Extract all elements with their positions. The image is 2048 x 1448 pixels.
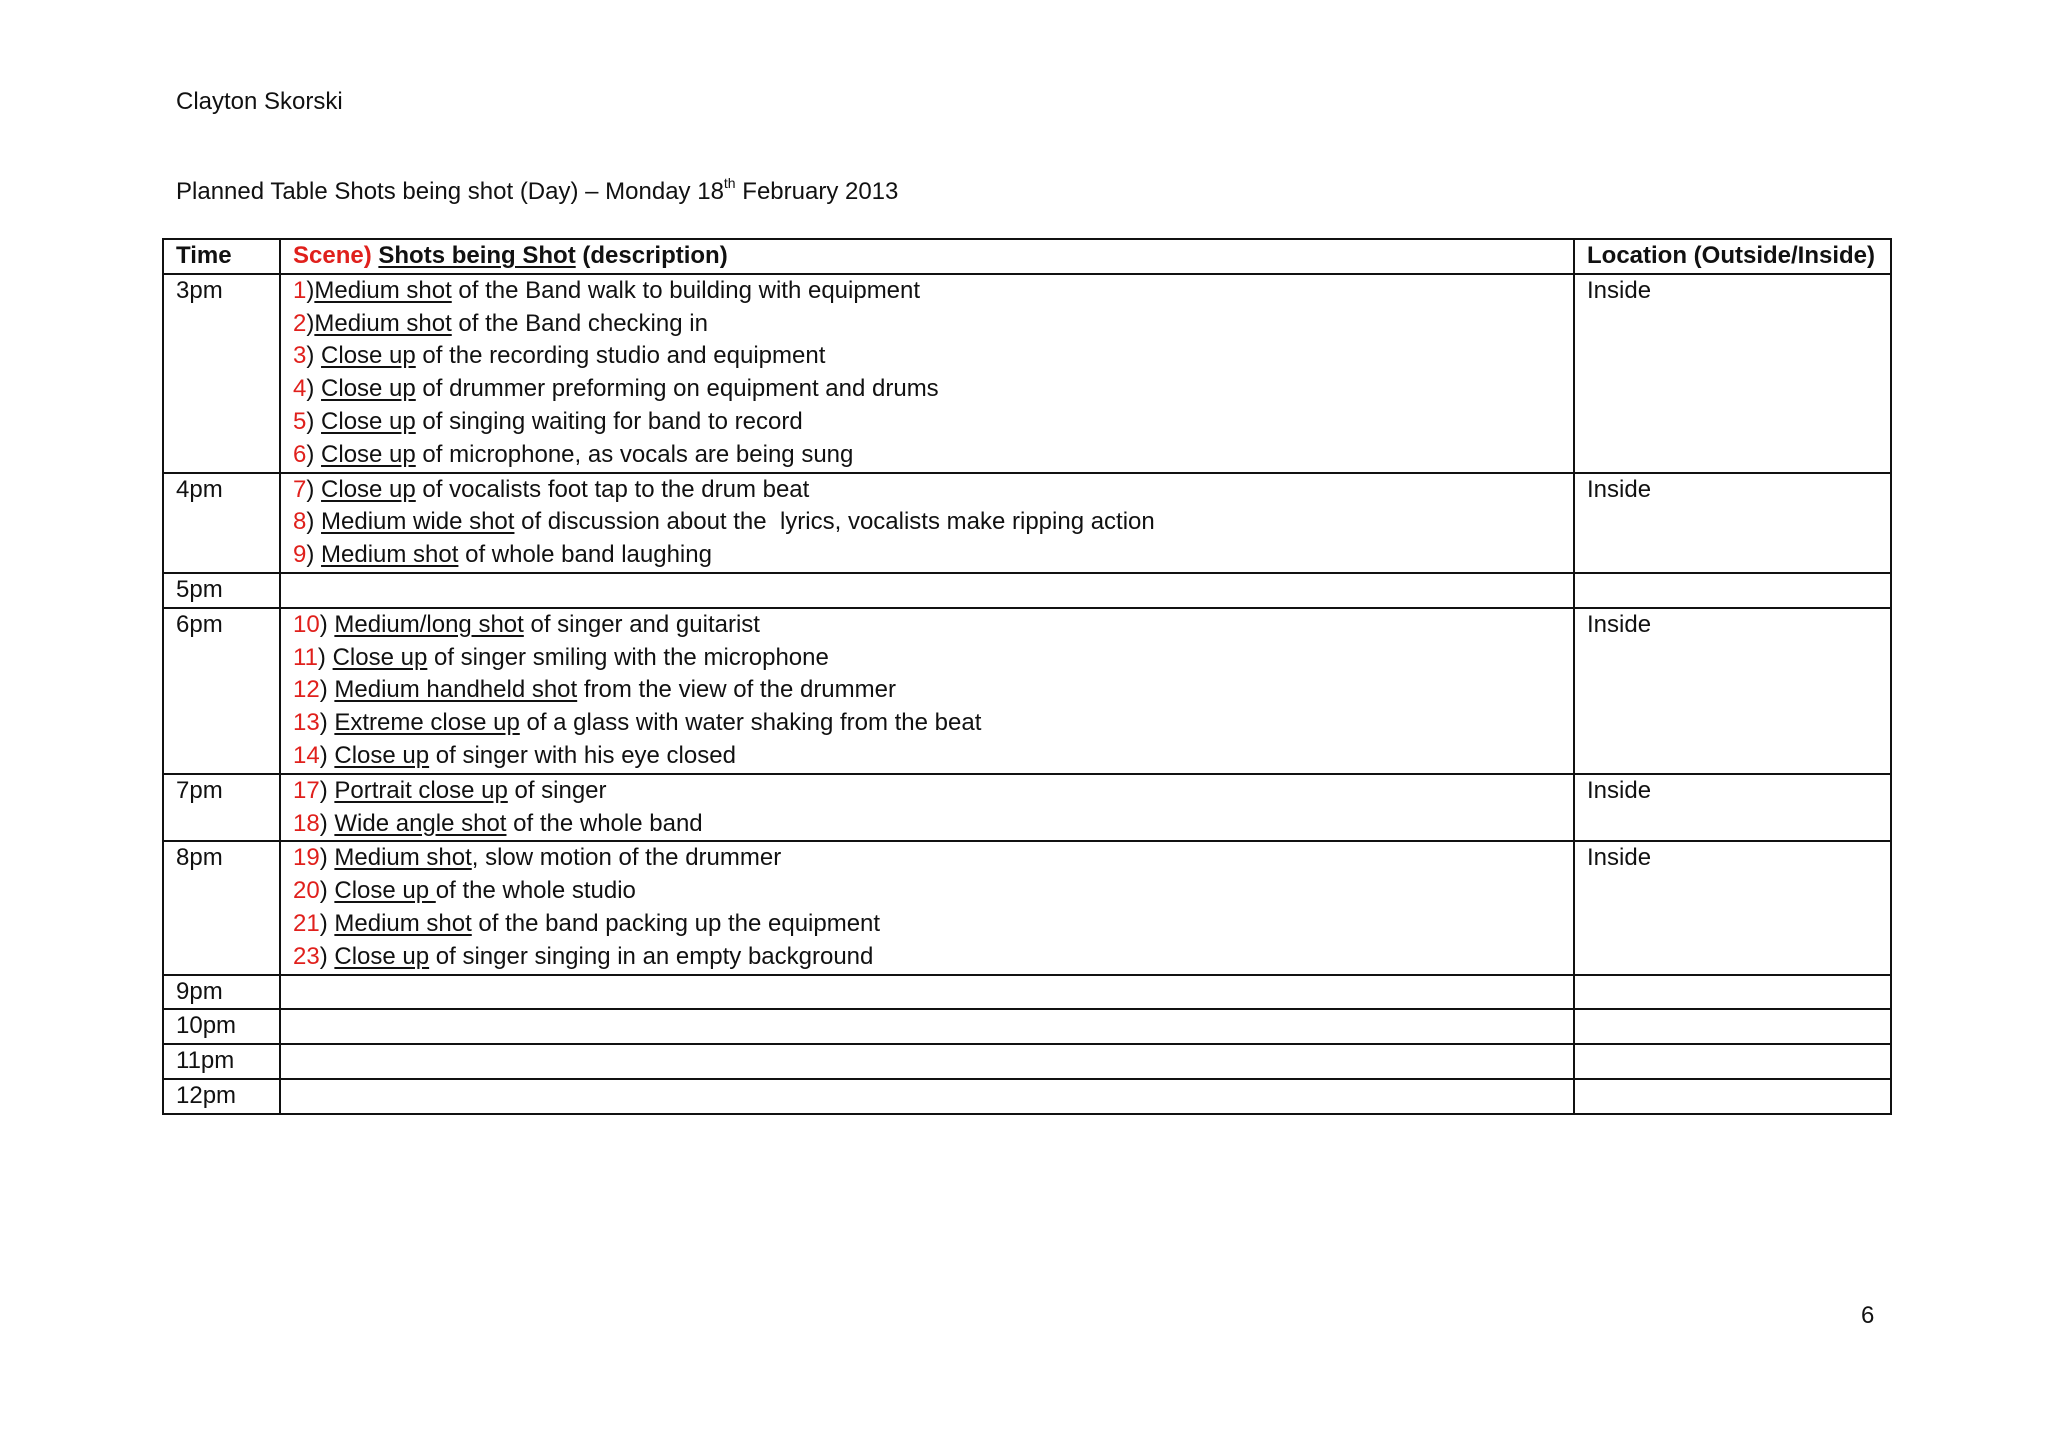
shot-description: of the Band checking in bbox=[451, 309, 708, 337]
shot-line bbox=[293, 642, 1561, 675]
scene-number: 9 bbox=[293, 541, 307, 569]
scene-separator: ) bbox=[319, 809, 335, 837]
scene-separator: ) bbox=[306, 375, 322, 403]
shot-type: Close up bbox=[321, 375, 416, 403]
scene-separator: ) bbox=[319, 776, 335, 804]
shot-type: Medium handheld shot bbox=[334, 676, 578, 704]
time-cell: 6pm bbox=[163, 608, 280, 774]
shot-description: of singer smiling with the microphone bbox=[427, 643, 829, 671]
scene-separator: ) bbox=[319, 741, 335, 769]
title-main: Planned Table Shots being shot (Day) – Monday 18 bbox=[176, 178, 724, 205]
scene-separator: ) bbox=[319, 676, 335, 704]
location-cell: Inside bbox=[1574, 841, 1891, 974]
shot-type: Close up bbox=[321, 475, 416, 503]
shot-type: Medium shot bbox=[314, 276, 452, 304]
shot-description: from the view of the drummer bbox=[577, 676, 896, 704]
shots-cell bbox=[280, 774, 1574, 842]
shot-line bbox=[293, 609, 1561, 642]
scene-separator: ) bbox=[306, 309, 315, 337]
shot-description: of whole band laughing bbox=[458, 541, 712, 569]
shot-type: Medium/long shot bbox=[334, 610, 524, 638]
header-location: Location (Outside/Inside) bbox=[1574, 239, 1891, 274]
shots-cell bbox=[280, 1079, 1574, 1114]
shot-description: of microphone, as vocals are being sung bbox=[415, 440, 854, 468]
scene-number: 10 bbox=[293, 610, 320, 638]
table-row bbox=[163, 975, 1891, 1010]
location-cell: Inside bbox=[1574, 473, 1891, 573]
shot-type: Close up bbox=[334, 942, 430, 970]
shot-line bbox=[293, 707, 1561, 740]
shot-line bbox=[293, 308, 1561, 341]
shot-line bbox=[293, 775, 1561, 808]
shot-line bbox=[293, 842, 1561, 875]
shot-line bbox=[293, 941, 1561, 974]
header-description bbox=[280, 239, 1574, 274]
scene-separator: ) bbox=[319, 844, 335, 872]
author-name: Clayton Skorski bbox=[176, 88, 343, 115]
scene-separator: ) bbox=[319, 877, 335, 905]
scene-separator: ) bbox=[319, 709, 335, 737]
shot-line bbox=[293, 506, 1561, 539]
scene-number: 23 bbox=[293, 942, 320, 970]
time-cell: 10pm bbox=[163, 1009, 280, 1044]
scene-separator: ) bbox=[319, 909, 335, 937]
location-cell bbox=[1574, 1009, 1891, 1044]
scene-number: 1 bbox=[293, 276, 307, 304]
shot-line bbox=[293, 740, 1561, 773]
shot-line bbox=[293, 674, 1561, 707]
scene-number: 17 bbox=[293, 776, 320, 804]
shot-line bbox=[293, 539, 1561, 572]
location-cell bbox=[1574, 1079, 1891, 1114]
shot-line bbox=[293, 908, 1561, 941]
table-row bbox=[163, 774, 1891, 842]
scene-number: 5 bbox=[293, 407, 307, 435]
scene-separator: ) bbox=[306, 342, 322, 370]
shot-description: of singer with his eye closed bbox=[429, 741, 736, 769]
scene-number: 3 bbox=[293, 342, 307, 370]
scene-number: 18 bbox=[293, 809, 320, 837]
shot-type: Medium shot bbox=[334, 844, 472, 872]
shots-cell bbox=[280, 1044, 1574, 1079]
shot-description: of the recording studio and equipment bbox=[415, 342, 826, 370]
header-scene: Scene) bbox=[293, 242, 372, 269]
location-cell: Inside bbox=[1574, 608, 1891, 774]
scene-number: 8 bbox=[293, 508, 307, 536]
scene-number: 11 bbox=[293, 643, 318, 671]
table-row bbox=[163, 1009, 1891, 1044]
shot-type: Wide angle shot bbox=[334, 809, 507, 837]
time-cell: 9pm bbox=[163, 975, 280, 1010]
time-cell: 4pm bbox=[163, 473, 280, 573]
table-row bbox=[163, 573, 1891, 608]
scene-number: 19 bbox=[293, 844, 320, 872]
shot-description: of discussion about the lyrics, vocalists make ripping action bbox=[514, 508, 1155, 536]
shot-description: of the Band walk to building with equipment bbox=[451, 276, 921, 304]
scene-separator: ) bbox=[319, 610, 335, 638]
location-cell bbox=[1574, 975, 1891, 1010]
scene-number: 12 bbox=[293, 676, 320, 704]
table-row bbox=[163, 1044, 1891, 1079]
shots-cell bbox=[280, 608, 1574, 774]
shots-cell bbox=[280, 1009, 1574, 1044]
shots-cell bbox=[280, 573, 1574, 608]
shot-description: , slow motion of the drummer bbox=[471, 844, 782, 872]
scene-separator: ) bbox=[306, 407, 322, 435]
title-superscript: th bbox=[723, 175, 736, 191]
shot-type: Close up bbox=[321, 342, 416, 370]
table-body bbox=[163, 274, 1891, 1114]
shots-cell bbox=[280, 473, 1574, 573]
header-shots-being-shot: Shots being Shot bbox=[378, 242, 576, 269]
table-row bbox=[163, 841, 1891, 974]
location-cell: Inside bbox=[1574, 774, 1891, 842]
table-row bbox=[163, 473, 1891, 573]
location-cell: Inside bbox=[1574, 274, 1891, 473]
shot-type: Medium shot bbox=[314, 309, 452, 337]
shot-description: of singer bbox=[507, 776, 607, 804]
shot-type: Medium shot bbox=[321, 541, 459, 569]
scene-separator: ) bbox=[306, 276, 315, 304]
table-row bbox=[163, 274, 1891, 473]
shot-line bbox=[293, 406, 1561, 439]
scene-separator: ) bbox=[317, 643, 333, 671]
shot-description: of singing waiting for band to record bbox=[415, 407, 803, 435]
shot-type: Close up bbox=[334, 741, 430, 769]
shot-schedule-table bbox=[162, 238, 1892, 1115]
shot-description: of singer singing in an empty background bbox=[429, 942, 874, 970]
shots-cell bbox=[280, 975, 1574, 1010]
scene-separator: ) bbox=[306, 475, 322, 503]
shot-description: of singer and guitarist bbox=[523, 610, 760, 638]
document-title bbox=[176, 176, 898, 208]
time-cell: 8pm bbox=[163, 841, 280, 974]
scene-number: 6 bbox=[293, 440, 307, 468]
scene-separator: ) bbox=[306, 440, 322, 468]
location-cell bbox=[1574, 1044, 1891, 1079]
scene-separator: ) bbox=[319, 942, 335, 970]
shot-type: Extreme close up bbox=[334, 709, 520, 737]
time-cell: 12pm bbox=[163, 1079, 280, 1114]
time-cell: 3pm bbox=[163, 274, 280, 473]
shot-type: Medium shot bbox=[334, 909, 472, 937]
table-header-row bbox=[163, 239, 1891, 274]
shot-type: Medium wide shot bbox=[321, 508, 515, 536]
time-cell: 11pm bbox=[163, 1044, 280, 1079]
scene-number: 2 bbox=[293, 309, 307, 337]
shot-line bbox=[293, 439, 1561, 472]
shot-line bbox=[293, 474, 1561, 507]
table-row bbox=[163, 608, 1891, 774]
location-cell bbox=[1574, 573, 1891, 608]
shots-cell bbox=[280, 841, 1574, 974]
shot-line bbox=[293, 875, 1561, 908]
scene-number: 21 bbox=[293, 909, 320, 937]
shot-description: of the whole band bbox=[506, 809, 703, 837]
shot-type: Close up bbox=[332, 643, 428, 671]
scene-separator: ) bbox=[306, 541, 322, 569]
scene-number: 13 bbox=[293, 709, 320, 737]
shot-line bbox=[293, 340, 1561, 373]
scene-number: 14 bbox=[293, 741, 320, 769]
scene-number: 4 bbox=[293, 375, 307, 403]
shot-line bbox=[293, 373, 1561, 406]
time-cell: 7pm bbox=[163, 774, 280, 842]
shot-type: Close up bbox=[321, 407, 416, 435]
header-description-suffix: (description) bbox=[575, 242, 728, 269]
shot-type: Close up bbox=[334, 877, 436, 905]
shot-type: Close up bbox=[321, 440, 416, 468]
table-row bbox=[163, 1079, 1891, 1114]
shot-description: of the whole studio bbox=[435, 877, 636, 905]
shot-description: of the band packing up the equipment bbox=[471, 909, 881, 937]
shot-line bbox=[293, 275, 1561, 308]
header-time: Time bbox=[163, 239, 280, 274]
shot-description: of vocalists foot tap to the drum beat bbox=[415, 475, 810, 503]
time-cell: 5pm bbox=[163, 573, 280, 608]
shots-cell bbox=[280, 274, 1574, 473]
shot-type: Portrait close up bbox=[334, 776, 508, 804]
shot-description: of drummer preforming on equipment and drums bbox=[415, 375, 939, 403]
scene-number: 20 bbox=[293, 877, 320, 905]
scene-separator: ) bbox=[306, 508, 322, 536]
shot-description: of a glass with water shaking from the beat bbox=[519, 709, 982, 737]
title-date-rest: February 2013 bbox=[735, 178, 899, 205]
page-number: 6 bbox=[1861, 1302, 1875, 1329]
scene-number: 7 bbox=[293, 475, 307, 503]
shot-line bbox=[293, 808, 1561, 841]
